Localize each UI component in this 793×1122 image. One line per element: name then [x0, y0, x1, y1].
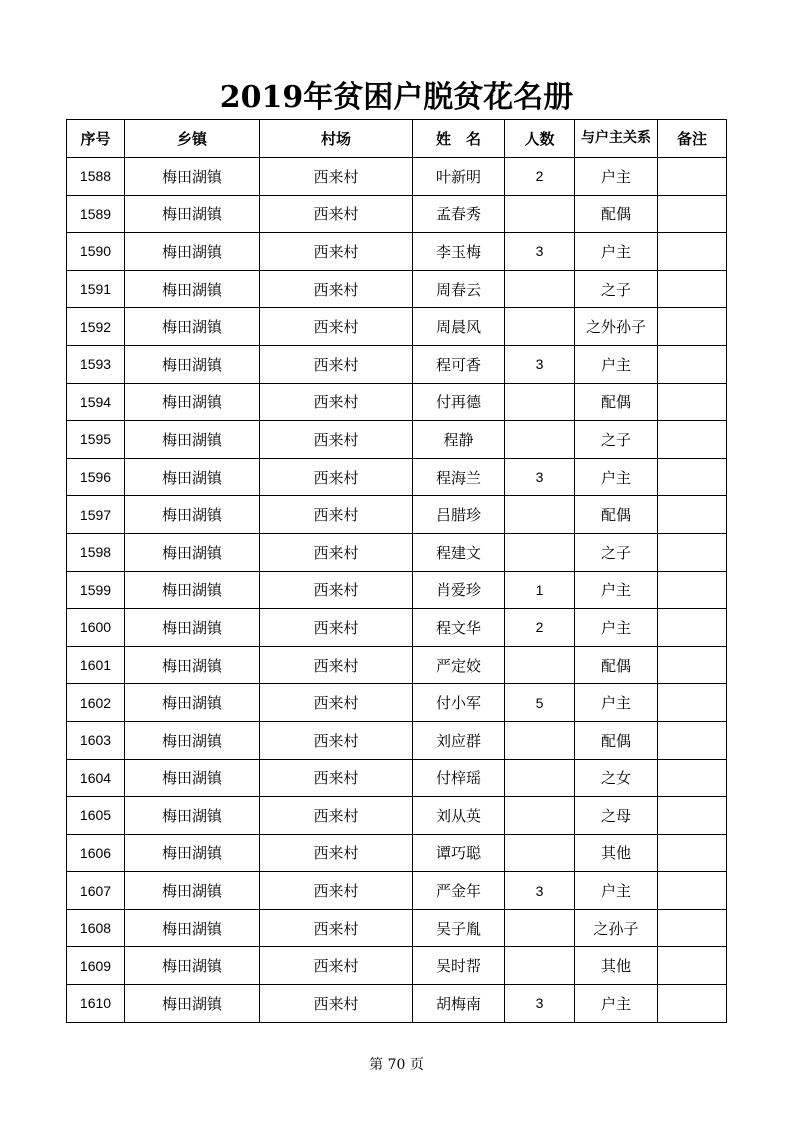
register-table	[66, 119, 727, 1023]
cell-village: 西来村	[260, 345, 413, 383]
cell-relation: 其他	[575, 834, 658, 872]
cell-relation: 户主	[575, 571, 658, 609]
cell-count	[505, 308, 575, 346]
cell-seq: 1597	[67, 496, 125, 534]
table-row	[67, 797, 727, 835]
cell-name: 付小军	[413, 684, 505, 722]
cell-town: 梅田湖镇	[125, 834, 260, 872]
header-remarks: 备注	[658, 120, 727, 158]
cell-village: 西来村	[260, 458, 413, 496]
cell-seq: 1602	[67, 684, 125, 722]
cell-name: 严金年	[413, 872, 505, 910]
cell-town: 梅田湖镇	[125, 684, 260, 722]
table-row	[67, 458, 727, 496]
cell-relation: 配偶	[575, 195, 658, 233]
cell-seq: 1594	[67, 383, 125, 421]
cell-relation: 户主	[575, 458, 658, 496]
cell-seq: 1608	[67, 909, 125, 947]
cell-town: 梅田湖镇	[125, 383, 260, 421]
cell-relation: 户主	[575, 158, 658, 196]
cell-count	[505, 646, 575, 684]
table-row	[67, 270, 727, 308]
cell-village: 西来村	[260, 759, 413, 797]
cell-count	[505, 909, 575, 947]
cell-count: 3	[505, 985, 575, 1023]
cell-relation: 之母	[575, 797, 658, 835]
header-town: 乡镇	[125, 120, 260, 158]
cell-village: 西来村	[260, 571, 413, 609]
cell-seq: 1604	[67, 759, 125, 797]
table-row	[67, 947, 727, 985]
cell-seq: 1592	[67, 308, 125, 346]
table-row	[67, 609, 727, 647]
cell-village: 西来村	[260, 383, 413, 421]
table-row	[67, 496, 727, 534]
cell-town: 梅田湖镇	[125, 345, 260, 383]
cell-relation: 之孙子	[575, 909, 658, 947]
cell-village: 西来村	[260, 947, 413, 985]
cell-name: 程静	[413, 421, 505, 459]
cell-village: 西来村	[260, 684, 413, 722]
header-relation: 与户主关系	[575, 120, 658, 158]
cell-seq: 1591	[67, 270, 125, 308]
table-row	[67, 721, 727, 759]
cell-name: 周晨风	[413, 308, 505, 346]
cell-village: 西来村	[260, 195, 413, 233]
cell-name: 叶新明	[413, 158, 505, 196]
cell-count	[505, 797, 575, 835]
cell-remarks	[658, 233, 727, 271]
cell-name: 孟春秀	[413, 195, 505, 233]
cell-village: 西来村	[260, 421, 413, 459]
cell-town: 梅田湖镇	[125, 609, 260, 647]
cell-town: 梅田湖镇	[125, 270, 260, 308]
table-body	[67, 158, 727, 1023]
table-row	[67, 345, 727, 383]
header-village: 村场	[260, 120, 413, 158]
cell-name: 程文华	[413, 609, 505, 647]
cell-seq: 1607	[67, 872, 125, 910]
cell-relation: 户主	[575, 345, 658, 383]
cell-remarks	[658, 684, 727, 722]
cell-count: 5	[505, 684, 575, 722]
cell-remarks	[658, 985, 727, 1023]
cell-count	[505, 759, 575, 797]
cell-seq: 1603	[67, 721, 125, 759]
cell-name: 肖爱珍	[413, 571, 505, 609]
cell-name: 刘从英	[413, 797, 505, 835]
cell-count	[505, 195, 575, 233]
cell-town: 梅田湖镇	[125, 308, 260, 346]
cell-name: 吴时帮	[413, 947, 505, 985]
cell-town: 梅田湖镇	[125, 195, 260, 233]
cell-seq: 1601	[67, 646, 125, 684]
table-row	[67, 383, 727, 421]
cell-count: 3	[505, 872, 575, 910]
cell-relation: 配偶	[575, 646, 658, 684]
table-row	[67, 571, 727, 609]
cell-seq: 1610	[67, 985, 125, 1023]
cell-name: 刘应群	[413, 721, 505, 759]
cell-name: 付梓瑶	[413, 759, 505, 797]
cell-relation: 配偶	[575, 721, 658, 759]
table-row	[67, 646, 727, 684]
cell-remarks	[658, 872, 727, 910]
cell-town: 梅田湖镇	[125, 797, 260, 835]
cell-village: 西来村	[260, 533, 413, 571]
cell-village: 西来村	[260, 721, 413, 759]
cell-village: 西来村	[260, 308, 413, 346]
cell-remarks	[658, 383, 727, 421]
cell-name: 严定姣	[413, 646, 505, 684]
cell-seq: 1599	[67, 571, 125, 609]
cell-town: 梅田湖镇	[125, 872, 260, 910]
cell-remarks	[658, 797, 727, 835]
cell-village: 西来村	[260, 233, 413, 271]
cell-relation: 之外孙子	[575, 308, 658, 346]
cell-name: 谭巧聪	[413, 834, 505, 872]
cell-relation: 户主	[575, 985, 658, 1023]
cell-name: 周春云	[413, 270, 505, 308]
cell-town: 梅田湖镇	[125, 496, 260, 534]
cell-village: 西来村	[260, 985, 413, 1023]
cell-remarks	[658, 646, 727, 684]
table-row	[67, 533, 727, 571]
cell-village: 西来村	[260, 909, 413, 947]
cell-remarks	[658, 496, 727, 534]
table-row	[67, 233, 727, 271]
cell-remarks	[658, 947, 727, 985]
cell-remarks	[658, 270, 727, 308]
cell-remarks	[658, 195, 727, 233]
cell-village: 西来村	[260, 797, 413, 835]
cell-town: 梅田湖镇	[125, 421, 260, 459]
cell-count: 3	[505, 345, 575, 383]
cell-relation: 其他	[575, 947, 658, 985]
table-row	[67, 195, 727, 233]
cell-count: 2	[505, 158, 575, 196]
table-row	[67, 985, 727, 1023]
cell-remarks	[658, 571, 727, 609]
cell-town: 梅田湖镇	[125, 158, 260, 196]
table-row	[67, 909, 727, 947]
cell-count: 2	[505, 609, 575, 647]
cell-seq: 1588	[67, 158, 125, 196]
cell-name: 付再德	[413, 383, 505, 421]
cell-town: 梅田湖镇	[125, 759, 260, 797]
cell-relation: 之子	[575, 533, 658, 571]
cell-count	[505, 721, 575, 759]
cell-name: 程海兰	[413, 458, 505, 496]
cell-remarks	[658, 609, 727, 647]
cell-town: 梅田湖镇	[125, 985, 260, 1023]
cell-town: 梅田湖镇	[125, 721, 260, 759]
cell-seq: 1600	[67, 609, 125, 647]
cell-name: 吴子胤	[413, 909, 505, 947]
cell-town: 梅田湖镇	[125, 233, 260, 271]
cell-seq: 1596	[67, 458, 125, 496]
cell-relation: 户主	[575, 233, 658, 271]
cell-count: 3	[505, 458, 575, 496]
cell-village: 西来村	[260, 496, 413, 534]
cell-seq: 1595	[67, 421, 125, 459]
cell-count	[505, 533, 575, 571]
cell-town: 梅田湖镇	[125, 646, 260, 684]
cell-name: 吕腊珍	[413, 496, 505, 534]
cell-remarks	[658, 759, 727, 797]
header-seq: 序号	[67, 120, 125, 158]
cell-seq: 1598	[67, 533, 125, 571]
header-count: 人数	[505, 120, 575, 158]
cell-count	[505, 496, 575, 534]
cell-remarks	[658, 345, 727, 383]
cell-remarks	[658, 458, 727, 496]
table-row	[67, 684, 727, 722]
cell-relation: 之子	[575, 270, 658, 308]
cell-relation: 之子	[575, 421, 658, 459]
cell-remarks	[658, 308, 727, 346]
cell-village: 西来村	[260, 872, 413, 910]
cell-count: 1	[505, 571, 575, 609]
cell-village: 西来村	[260, 646, 413, 684]
cell-village: 西来村	[260, 834, 413, 872]
table-row	[67, 308, 727, 346]
cell-remarks	[658, 533, 727, 571]
cell-count	[505, 270, 575, 308]
cell-name: 胡梅南	[413, 985, 505, 1023]
cell-relation: 户主	[575, 872, 658, 910]
cell-relation: 配偶	[575, 383, 658, 421]
cell-seq: 1606	[67, 834, 125, 872]
cell-town: 梅田湖镇	[125, 458, 260, 496]
cell-town: 梅田湖镇	[125, 909, 260, 947]
cell-village: 西来村	[260, 270, 413, 308]
cell-relation: 户主	[575, 609, 658, 647]
header-name: 姓 名	[413, 120, 505, 158]
cell-town: 梅田湖镇	[125, 533, 260, 571]
cell-relation: 户主	[575, 684, 658, 722]
cell-remarks	[658, 158, 727, 196]
page-number: 第 70 页	[369, 1057, 424, 1073]
cell-seq: 1589	[67, 195, 125, 233]
cell-count	[505, 834, 575, 872]
table-row	[67, 421, 727, 459]
cell-seq: 1590	[67, 233, 125, 271]
cell-relation: 之女	[575, 759, 658, 797]
cell-remarks	[658, 909, 727, 947]
table-row	[67, 872, 727, 910]
cell-relation: 配偶	[575, 496, 658, 534]
cell-seq: 1593	[67, 345, 125, 383]
cell-count	[505, 947, 575, 985]
cell-seq: 1605	[67, 797, 125, 835]
table-row	[67, 158, 727, 196]
cell-remarks	[658, 421, 727, 459]
cell-remarks	[658, 834, 727, 872]
cell-village: 西来村	[260, 158, 413, 196]
cell-name: 程可香	[413, 345, 505, 383]
cell-town: 梅田湖镇	[125, 947, 260, 985]
cell-town: 梅田湖镇	[125, 571, 260, 609]
table-row	[67, 834, 727, 872]
table-row	[67, 759, 727, 797]
cell-count: 3	[505, 233, 575, 271]
cell-name: 程建文	[413, 533, 505, 571]
cell-remarks	[658, 721, 727, 759]
cell-count	[505, 421, 575, 459]
cell-name: 李玉梅	[413, 233, 505, 271]
page-title: 2019年贫困户脱贫花名册	[219, 80, 574, 115]
header-row	[67, 120, 727, 158]
cell-seq: 1609	[67, 947, 125, 985]
cell-count	[505, 383, 575, 421]
cell-village: 西来村	[260, 609, 413, 647]
